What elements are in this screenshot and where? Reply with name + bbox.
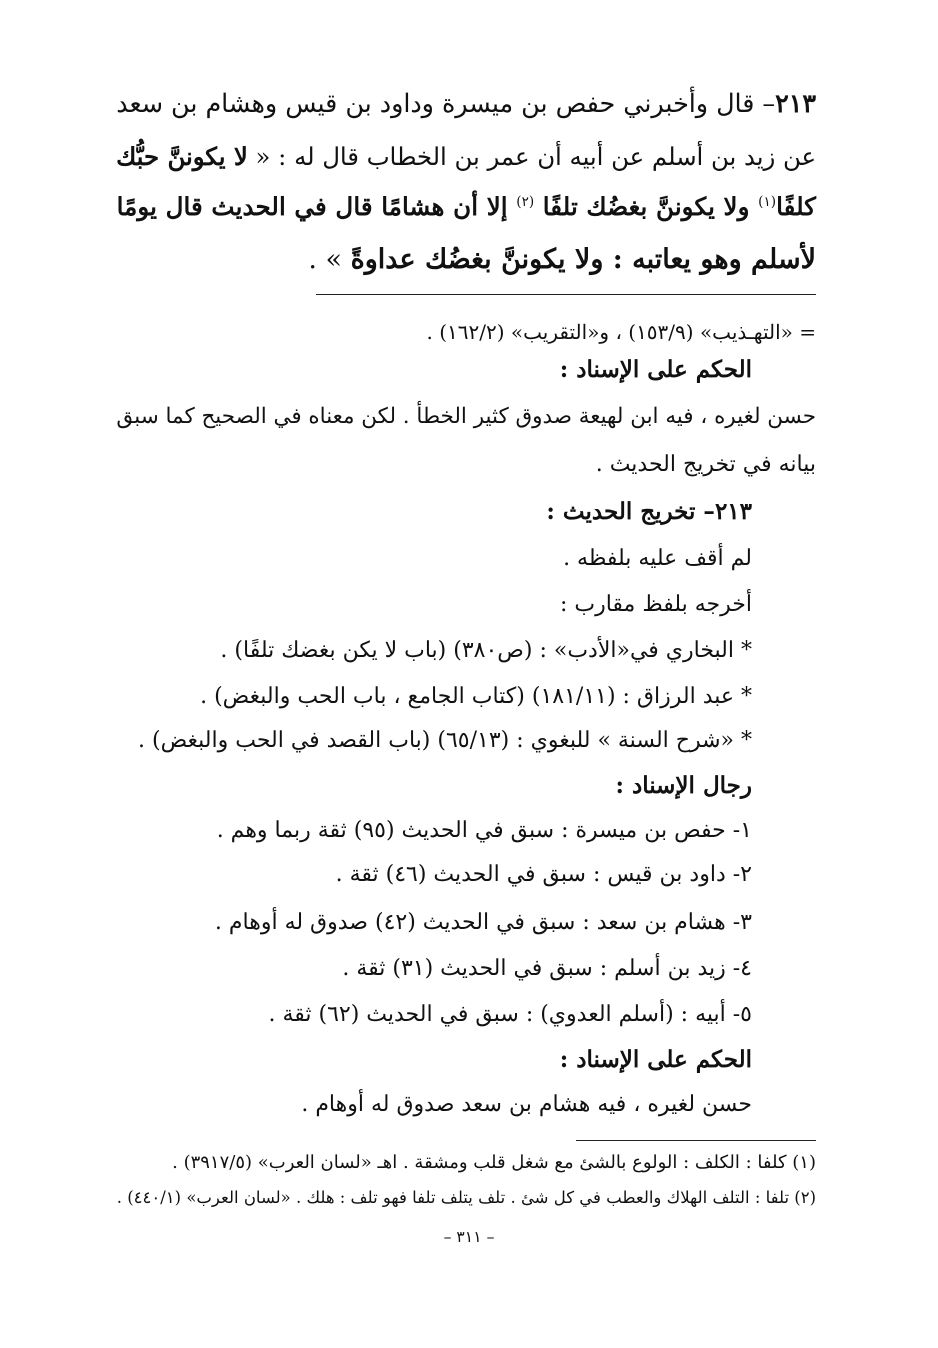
hadith-line-2-bold: لا يكوننَّ حبُّك [116, 142, 248, 171]
hadith-line-3-end: إلا أن هشامًا قال في الحديث قال يومًا [116, 192, 517, 221]
hadith-line-4-end: » . [308, 244, 343, 275]
ruling-text-1b: بيانه في تخريج الحديث . [595, 452, 816, 477]
hadith-line-3-mid: ولا يكوننَّ بغضُك تلفًا [534, 192, 759, 221]
hadith-line-2 [116, 142, 816, 171]
footnote-divider [576, 1140, 816, 1141]
narrator-1: ١- حفص بن ميسرة : سبق في الحديث (٩٥) ثقة ربما وهم . [216, 818, 752, 843]
footnote-ref-1[interactable]: (١) [758, 193, 777, 210]
footnote-2: (٢) تلفا : التلف الهلاك والعطب في كل شئ . تلف يتلف تلفا فهو تلف : هلك . «لسان العرب» (٤٤٠/١) . [116, 1188, 816, 1207]
page-number: – ٣١١ – [443, 1227, 495, 1246]
hadith-line-2-text: عن زيد بن أسلم عن أبيه أن عمر بن الخطاب قال له : « [255, 142, 816, 171]
hadith-line-1-text: – قال وأخبرني حفص بن ميسرة وداود بن قيس وهشام بن سعد [116, 88, 776, 118]
narrator-5: ٥- أبيه : (أسلم العدوي) : سبق في الحديث (٦٢) ثقة . [268, 1002, 752, 1027]
hadith-line-4-bold: لأسلم وهو يعاتبه : ولا يكوننَّ بغضُك عداوةً [350, 244, 816, 275]
hadith-line-4 [308, 244, 816, 276]
ruling-text-2: حسن لغيره ، فيه هشام بن سعد صدوق له أوهام . [301, 1092, 752, 1117]
narrator-2: ٢- داود بن قيس : سبق في الحديث (٤٦) ثقة . [335, 862, 752, 887]
takhrij-source-3: * «شرح السنة » للبغوي : (٦٥/١٣) (باب القصد في الحب والبغض) . [138, 728, 752, 753]
hadith-word-kalafan: كلفًا [776, 192, 816, 221]
footnote-ref-2[interactable]: (٢) [516, 193, 535, 210]
takhrij-heading: ٢١٣– تخريج الحديث : [546, 498, 752, 525]
hadith-line-3 [117, 192, 816, 222]
section-divider [316, 294, 816, 295]
takhrij-line-1: لم أقف عليه بلفظه . [563, 546, 752, 571]
footnote-1: (١) كلفا : الكلف : الولوع بالشئ مع شغل قلب ومشقة . اهـ «لسان العرب» (٣٩١٧/٥) . [172, 1152, 816, 1173]
ruling-heading-2: الحكم على الإسناد : [559, 1046, 752, 1073]
takhrij-line-2: أخرجه بلفظ مقارب : [559, 592, 752, 617]
hadith-line-1 [116, 88, 816, 118]
narrators-heading: رجال الإسناد : [615, 772, 752, 799]
ruling-text-1a: حسن لغيره ، فيه ابن لهيعة صدوق كثير الخطأ . لكن معناه في الصحيح كما سبق [116, 404, 816, 429]
hadith-number: ٢١٣ [775, 88, 816, 118]
takhrij-source-1: * البخاري في«الأدب» : (ص٣٨٠) (باب لا يكن بغضك تلفًا) . [220, 638, 752, 663]
continued-footnote: = «التهـذيب» (١٥٣/٩) ، و«التقريب» (١٦٢/٢) . [426, 320, 816, 344]
narrator-3: ٣- هشام بن سعد : سبق في الحديث (٤٢) صدوق له أوهام . [214, 910, 752, 935]
narrator-4: ٤- زيد بن أسلم : سبق في الحديث (٣١) ثقة . [342, 956, 752, 981]
ruling-heading-1: الحكم على الإسناد : [559, 356, 752, 383]
takhrij-source-2: * عبد الرزاق : (١٨١/١١) (كتاب الجامع ، باب الحب والبغض) . [200, 684, 752, 709]
